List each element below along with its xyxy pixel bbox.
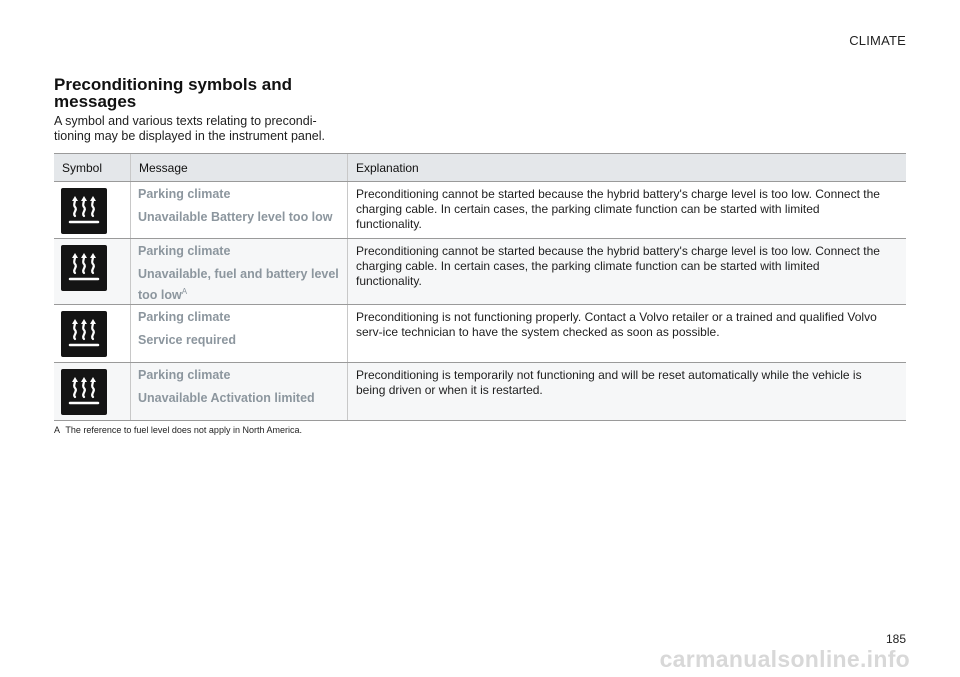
message-subtitle bbox=[138, 266, 343, 304]
explanation-cell: Preconditioning cannot be started because the hybrid battery's charge level is too low. Connect the charging cable. In certain cases, the parking climate function can be started with limited functionality. bbox=[348, 239, 907, 305]
footnote-text: The reference to fuel level does not apply in North America. bbox=[65, 425, 302, 435]
symbol-cell bbox=[54, 305, 131, 363]
message-subtitle: Unavailable Activation limited bbox=[138, 391, 315, 405]
column-header-explanation: Explanation bbox=[348, 154, 907, 182]
table-row bbox=[54, 305, 906, 363]
preconditioning-messages-table bbox=[54, 153, 906, 421]
message-cell bbox=[131, 305, 348, 363]
message-subtitle-text: Unavailable, fuel and battery level too low bbox=[138, 267, 339, 302]
message-cell bbox=[131, 182, 348, 239]
message-subtitle: Service required bbox=[138, 333, 236, 347]
explanation-cell: Preconditioning cannot be started because the hybrid battery's charge level is too low. Connect the charging cable. In certain cases, the parking climate function can be started with limited functionality. bbox=[348, 182, 907, 239]
parking-climate-icon bbox=[61, 245, 107, 291]
message-title: Parking climate bbox=[138, 310, 231, 324]
table-row bbox=[54, 182, 906, 239]
message-cell bbox=[131, 239, 348, 305]
parking-climate-icon bbox=[61, 188, 107, 234]
footnote-mark: A bbox=[54, 425, 61, 435]
page-title: Preconditioning symbols and messages bbox=[54, 75, 293, 111]
section-header: CLIMATE bbox=[849, 33, 906, 48]
symbol-cell bbox=[54, 239, 131, 305]
message-title: Parking climate bbox=[138, 368, 231, 382]
page-number: 185 bbox=[885, 632, 906, 646]
intro-text: A symbol and various texts relating to precondi-tioning may be displayed in the instrument panel. bbox=[54, 114, 325, 143]
parking-climate-icon bbox=[61, 369, 107, 415]
explanation-cell: Preconditioning is temporarily not functioning and will be reset automatically while the vehicle is being driven or when it is restarted. bbox=[348, 363, 907, 421]
symbol-cell bbox=[54, 363, 131, 421]
table-header-row bbox=[54, 154, 906, 182]
message-title: Parking climate bbox=[138, 244, 231, 258]
watermark: carmanualsonline.info bbox=[659, 646, 910, 672]
parking-climate-icon bbox=[61, 311, 107, 357]
footnote-ref: A bbox=[181, 287, 188, 296]
footnote bbox=[54, 425, 302, 435]
message-title: Parking climate bbox=[138, 187, 231, 201]
message-subtitle: Unavailable Battery level too low bbox=[138, 210, 333, 224]
column-header-symbol: Symbol bbox=[54, 154, 131, 182]
symbol-cell bbox=[54, 182, 131, 239]
table-row bbox=[54, 239, 906, 305]
column-header-message: Message bbox=[131, 154, 348, 182]
message-cell bbox=[131, 363, 348, 421]
explanation-cell: Preconditioning is not functioning properly. Contact a Volvo retailer or a trained and qualified Volvo serv-ice technician to have the system checked as soon as possible. bbox=[348, 305, 907, 363]
table-row bbox=[54, 363, 906, 421]
